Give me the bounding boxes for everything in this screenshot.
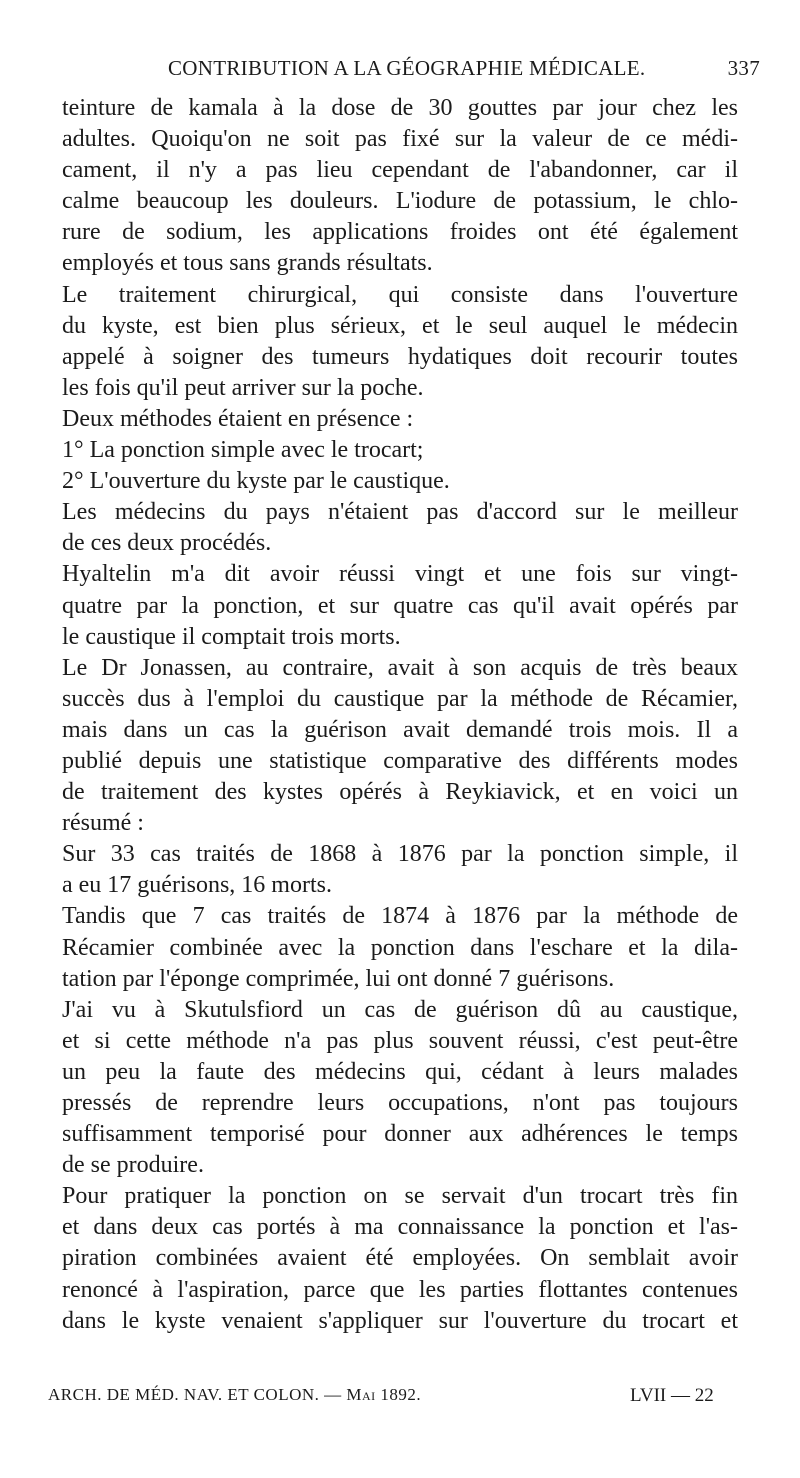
text-line: adultes. Quoiqu'on ne soit pas fixé sur la valeur de ce médi- <box>62 126 738 153</box>
text-line: rure de sodium, les applications froides ont été également <box>62 219 738 246</box>
text-line: et si cette méthode n'a pas plus souvent réussi, c'est peut-être <box>62 1027 738 1054</box>
text-line: quatre par la ponction, et sur quatre cas qu'il avait opérés par <box>62 592 738 619</box>
text-line: pressés de reprendre leurs occupations, n'ont pas toujours <box>62 1090 738 1116</box>
text-line: suffisamment temporisé pour donner aux adhérences le temps <box>62 1121 738 1148</box>
text-line: Sur 33 cas traités de 1868 à 1876 par la ponction simple, il <box>62 841 738 868</box>
text-line: employés et tous sans grands résultats. <box>62 250 433 277</box>
header-title: CONTRIBUTION A LA GÉOGRAPHIE MÉDICALE. <box>168 56 646 80</box>
text-line: dans le kyste venaient s'appliquer sur l'ouverture du trocart et <box>62 1307 738 1334</box>
text-line: un peu la faute des médecins qui, cédant à leurs malades <box>62 1058 738 1085</box>
body-text <box>62 93 738 1337</box>
text-line: appelé à soigner des tumeurs hydatiques doit recourir toutes <box>62 343 738 370</box>
text-line: a eu 17 guérisons, 16 morts. <box>62 872 332 899</box>
page-number: 337 <box>727 56 760 80</box>
journal-reference: ARCH. DE MÉD. NAV. ET COLON. — Mai 1892. <box>48 1385 422 1404</box>
text-line: Le Dr Jonassen, au contraire, avait à son acquis de très beaux <box>62 654 738 681</box>
text-line: les fois qu'il peut arriver sur la poche. <box>62 374 424 401</box>
text-line: Tandis que 7 cas traités de 1874 à 1876 par la méthode de <box>62 903 738 930</box>
text-line: publié depuis une statistique comparative des différents modes <box>62 747 738 774</box>
text-line: le caustique il comptait trois morts. <box>62 623 401 650</box>
text-line: Hyaltelin m'a dit avoir réussi vingt et une fois sur vingt- <box>62 561 738 588</box>
text-line: de traitement des kystes opérés à Reykiavick, et en voici un <box>62 779 738 806</box>
text-line: du kyste, est bien plus sérieux, et le seul auquel le médecin <box>62 312 738 339</box>
text-line: et dans deux cas portés à ma connaissance la ponction et l'as- <box>62 1214 738 1241</box>
text-line: Récamier combinée avec la ponction dans l'eschare et la dila- <box>62 934 738 961</box>
text-line: Pour pratiquer la ponction on se servait d'un trocart très fin <box>62 1183 738 1210</box>
text-line: tation par l'éponge comprimée, lui ont donné 7 guérisons. <box>62 965 615 992</box>
text-line: 1° La ponction simple avec le trocart; <box>62 437 424 464</box>
text-line: piration combinées avaient été employées. On semblait avoir <box>62 1245 738 1272</box>
text-line: de ces deux procédés. <box>62 530 272 557</box>
text-line: Le traitement chirurgical, qui consiste dans l'ouverture <box>62 281 738 308</box>
text-line: teinture de kamala à la dose de 30 gouttes par jour chez les <box>62 95 738 121</box>
text-line: 2° L'ouverture du kyste par le caustique. <box>62 468 450 495</box>
text-line: cament, il n'y a pas lieu cependant de l'abandonner, car il <box>62 157 738 184</box>
text-line: de se produire. <box>62 1152 204 1179</box>
text-line: renoncé à l'aspiration, parce que les parties flottantes contenues <box>62 1276 738 1303</box>
text-line: J'ai vu à Skutulsfiord un cas de guérison dû au caustique, <box>62 996 738 1023</box>
text-line: Les médecins du pays n'étaient pas d'accord sur le meilleur <box>62 499 738 526</box>
signature-mark: LVII — 22 <box>630 1385 714 1406</box>
text-line: résumé : <box>62 810 144 837</box>
text-line: succès dus à l'emploi du caustique par la méthode de Récamier, <box>62 685 738 712</box>
text-line: mais dans un cas la guérison avait demandé trois mois. Il a <box>62 716 738 743</box>
text-line: Deux méthodes étaient en présence : <box>62 405 414 432</box>
text-line: calme beaucoup les douleurs. L'iodure de potassium, le chlo- <box>62 188 738 215</box>
